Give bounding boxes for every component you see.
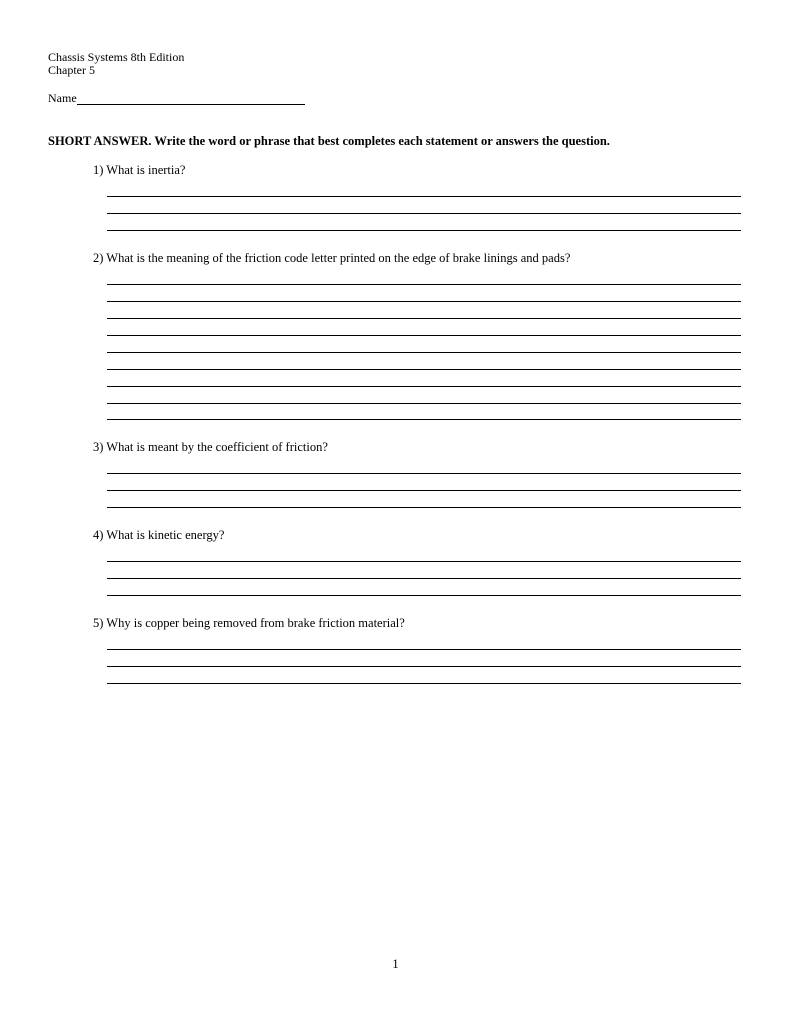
instructions: SHORT ANSWER. Write the word or phrase that best completes each statement or answers the question. — [48, 134, 610, 148]
answer-line[interactable] — [107, 230, 741, 231]
answer-line[interactable] — [107, 213, 741, 214]
chapter-label: Chapter 5 — [48, 63, 95, 77]
question-4: 4) What is kinetic energy? — [93, 528, 225, 542]
answer-line[interactable] — [107, 318, 741, 319]
answer-line[interactable] — [107, 196, 741, 197]
answer-line[interactable] — [107, 578, 741, 579]
question-2: 2) What is the meaning of the friction code letter printed on the edge of brake linings and pads? — [93, 251, 571, 265]
answer-line[interactable] — [107, 473, 741, 474]
answer-line[interactable] — [107, 666, 741, 667]
answer-line[interactable] — [107, 649, 741, 650]
question-1: 1) What is inertia? — [93, 163, 186, 177]
answer-line[interactable] — [107, 595, 741, 596]
name-field[interactable] — [77, 92, 305, 105]
name-label: Name — [48, 91, 77, 105]
question-5: 5) Why is copper being removed from brake friction material? — [93, 616, 405, 630]
document-title: Chassis Systems 8th Edition — [48, 50, 185, 64]
question-3: 3) What is meant by the coefficient of friction? — [93, 440, 328, 454]
answer-line[interactable] — [107, 683, 741, 684]
name-row — [48, 91, 305, 105]
answer-line[interactable] — [107, 352, 741, 353]
answer-line[interactable] — [107, 386, 741, 387]
answer-line[interactable] — [107, 561, 741, 562]
page-number: 1 — [392, 957, 399, 971]
answer-line[interactable] — [107, 284, 741, 285]
answer-line[interactable] — [107, 403, 741, 404]
answer-line[interactable] — [107, 490, 741, 491]
answer-line[interactable] — [107, 301, 741, 302]
answer-line[interactable] — [107, 419, 741, 420]
answer-line[interactable] — [107, 507, 741, 508]
answer-line[interactable] — [107, 335, 741, 336]
answer-line[interactable] — [107, 369, 741, 370]
